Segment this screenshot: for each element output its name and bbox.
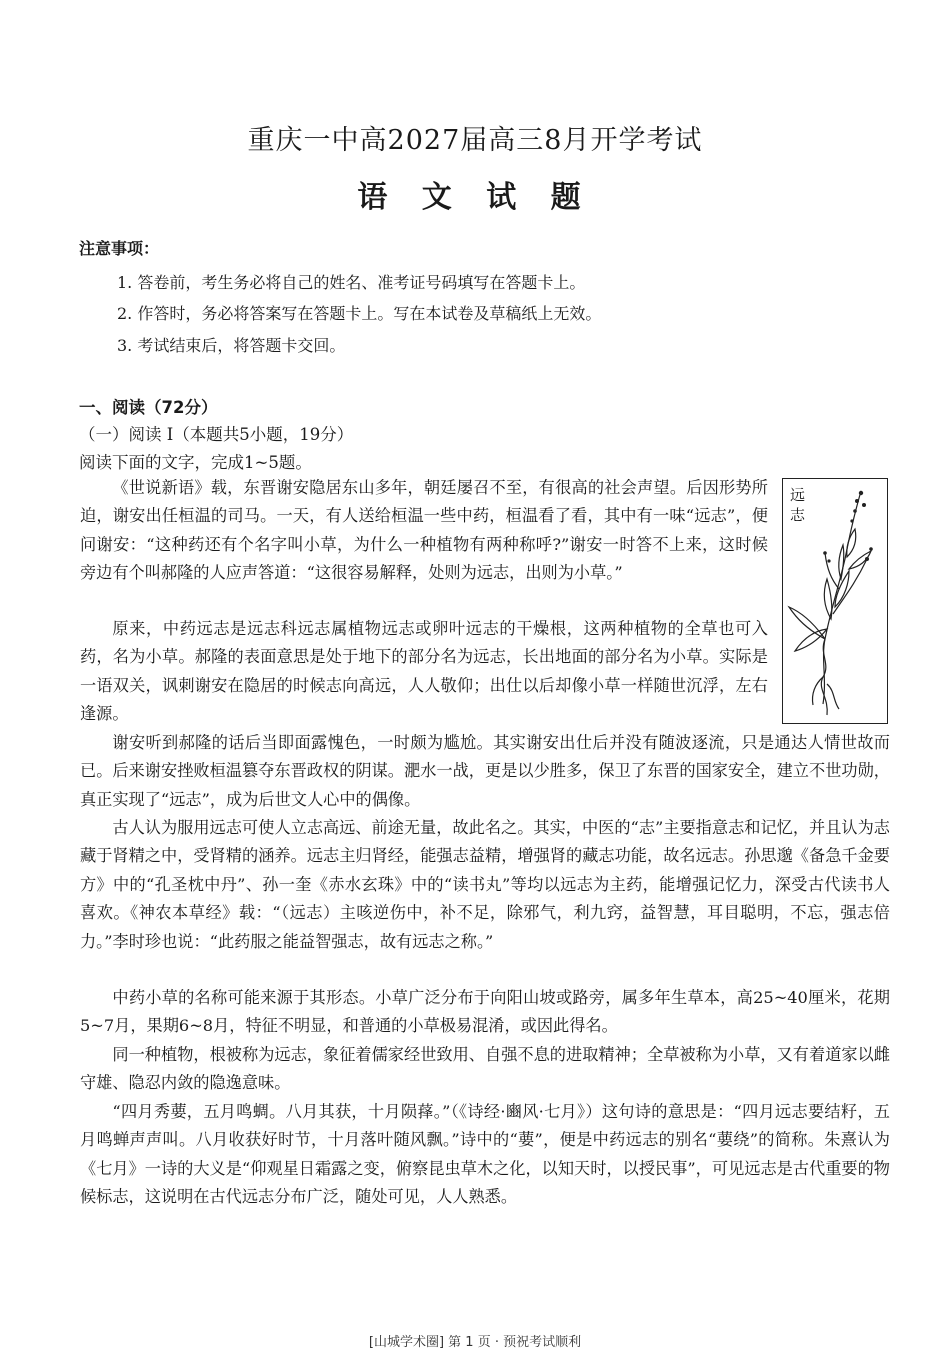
paragraph-5: 中药小草的名称可能来源于其形态。小草广泛分布于向阳山坡或路旁，属多年生草本，高25~40厘米，花期5~7月，果期6~8月，特征不明显，和普通的小草极易混淆，或因此得名。 <box>80 988 890 1036</box>
notice-item: 2. 作答时，务必将答案写在答题卡上。写在本试卷及草稿纸上无效。 <box>117 304 602 323</box>
figure-label: 远志 <box>790 486 806 524</box>
paragraph-6: 同一种植物，根被称为远志，象征着儒家经世致用、自强不息的进取精神；全草被称为小草，又有着道家以雌守雄、隐忍内敛的隐逸意味。 <box>80 1045 890 1093</box>
paragraph-1: 《世说新语》载，东晋谢安隐居东山多年，朝廷屡召不至，有很高的社会声望。后因形势所迫，谢安出任桓温的司马。一天，有人送给桓温一些中药，桓温看了看，其中有一味“远志”，便问谢安：“这种药还有个名字叫小草，为什么一种植物有两种称呼?”谢安一时答不上来，这时候旁边有个叫郝隆的人应声答道：“这很容易解释，处则为远志，出则为小草。” <box>80 478 768 583</box>
paragraph-4: 古人认为服用远志可使人立志高远、前途无量，故此名之。其实，中医的“志”主要指意志和记忆，并且认为志藏于肾精之中，受肾精的涵养。远志主归肾经，能强志益精，增强肾的藏志功能，故名远志。孙思邈《备急千金要方》中的“孔圣枕中丹”、孙一奎《赤水玄珠》中的“读书丸”等均以远志为主药，能增强记忆力，深受古代读书人喜欢。《神农本草经》载：“（远志）主咳逆伤中，补不足，除邪气，利九窍，益智慧，耳目聪明，不忘，强志倍力。”李时珍也说：“此药服之能益智强志，故有远志之称。” <box>80 818 890 951</box>
subsection-heading: （一）阅读 I（本题共5小题，19分） <box>79 425 354 444</box>
paragraph-3: 谢安听到郝隆的话后当即面露愧色，一时颇为尴尬。其实谢安出仕后并没有随波逐流，只是通达人情世故而已。后来谢安挫败桓温篡夺东晋政权的阴谋。淝水一战，更是以少胜多，保卫了东晋的国家安全，建立不世功勋，真正实现了“远志”，成为后世文人心中的偶像。 <box>80 733 890 809</box>
page-footer: [山城学术圈] 第 1 页 · 预祝考试顺利 <box>368 1335 582 1350</box>
reading-instruction: 阅读下面的文字，完成1~5题。 <box>79 453 312 472</box>
exam-title: 重庆一中高2027届高三8月开学考试 <box>247 125 703 156</box>
section-heading: 一、阅读（72分） <box>79 398 218 417</box>
subject-title: 语 文 试 题 <box>357 180 593 215</box>
notice-heading: 注意事项： <box>79 239 160 258</box>
notice-item: 1. 答卷前，考生务必将自己的姓名、准考证号码填写在答题卡上。 <box>117 273 586 292</box>
paragraph-2: 原来，中药远志是远志科远志属植物远志或卵叶远志的干燥根，这两种植物的全草也可入药，名为小草。郝隆的表面意思是处于地下的部分名为远志，长出地面的部分名为小草。实际是一语双关，讽刺谢安在隐居的时候志向高远，人人敬仰；出仕以后却像小草一样随世沉浮，左右逢源。 <box>80 619 768 724</box>
yuanzhi-plant-illustration <box>782 478 888 724</box>
paragraph-7: “四月秀葽，五月鸣蜩。八月其获，十月陨萚。”（《诗经·豳风·七月》）这句诗的意思是：“四月远志要结籽，五月鸣蝉声声叫。八月收获好时节，十月落叶随风飘。”诗中的“葽”，便是中药远志的别名“葽绕”的简称。朱熹认为《七月》一诗的大义是“仰观星日霜露之变，俯察昆虫草木之化，以知天时，以授民事”，可见远志是古代重要的物候标志，这说明在古代远志分布广泛，随处可见，人人熟悉。 <box>80 1102 890 1207</box>
notice-item: 3. 考试结束后，将答题卡交回。 <box>117 336 346 355</box>
